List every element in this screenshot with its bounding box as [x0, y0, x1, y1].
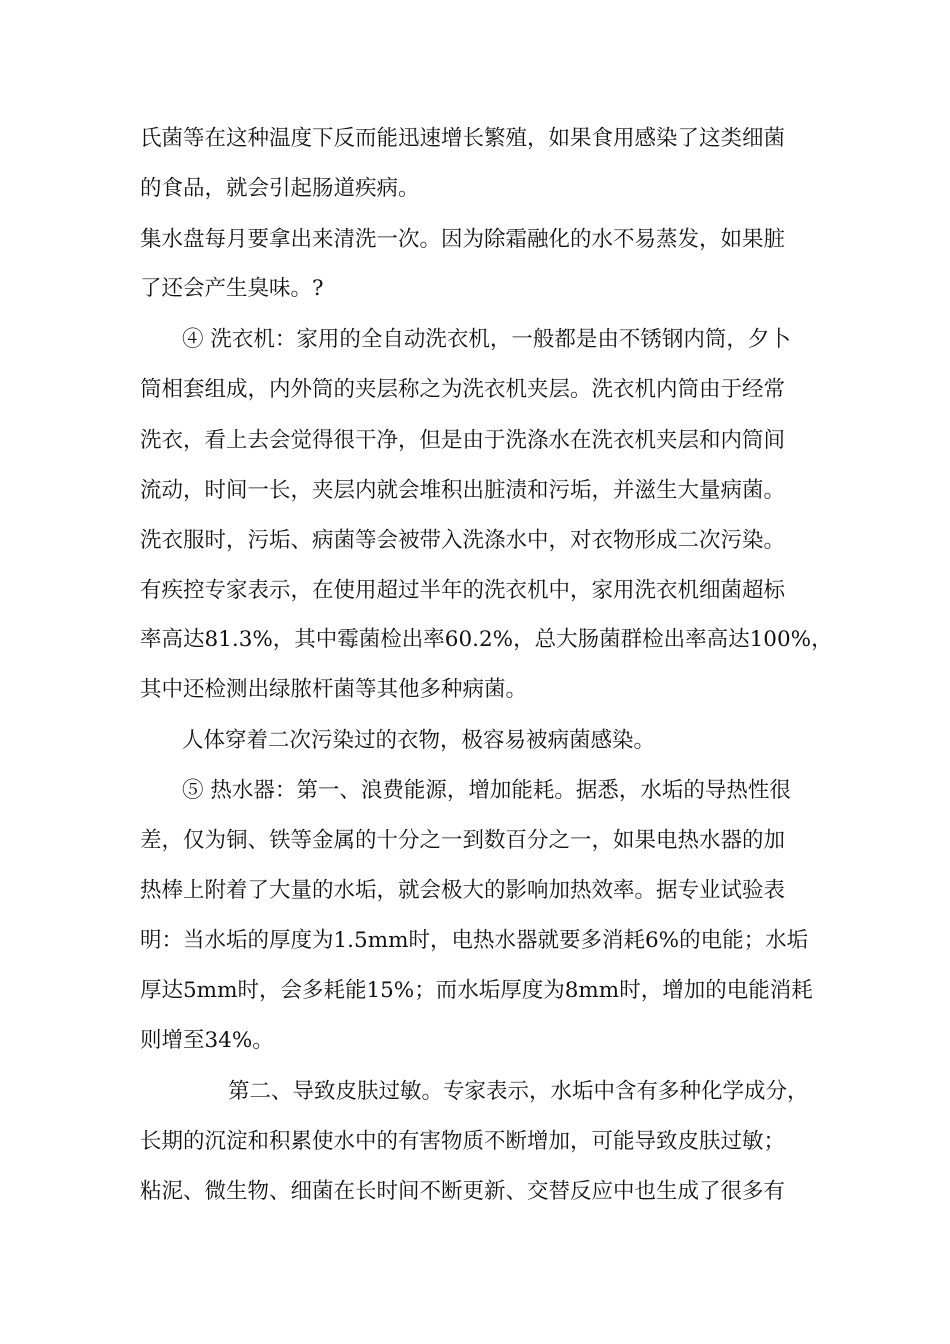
text-line: 粘泥、微生物、细菌在长时间不断更新、交替反应中也生成了很多有	[140, 1179, 786, 1204]
text-line: 则增至34%。	[140, 1028, 274, 1053]
text-line: 的食品，就会引起肠道疾病。	[140, 176, 420, 201]
text-line: 洗衣，看上去会觉得很干净，但是由于洗涤水在洗衣机夹层和内筒间	[140, 428, 786, 453]
text-line: 集水盘每月要拿出来清洗一次。因为除霜融化的水不易蒸发，如果脏	[140, 227, 786, 252]
text-line: 厚达5mm时，会多耗能15%；而水垢厚度为8mm时，增加的电能消耗	[140, 978, 813, 1003]
text-line: 人体穿着二次污染过的衣物，极容易被病菌感染。	[182, 728, 656, 753]
text-line: 筒相套组成，内外筒的夹层称之为洗衣机夹层。洗衣机内筒由于经常	[140, 377, 786, 402]
text-line: 氏菌等在这种温度下反而能迅速增长繁殖，如果食用感染了这类细菌	[140, 126, 786, 151]
text-line: 其中还检测出绿脓杆菌等其他多种病菌。	[140, 677, 528, 702]
text-line: 率高达81.3%，其中霉菌检出率60.2%，总大肠菌群检出率高达100%，	[140, 627, 833, 652]
text-line: 明：当水垢的厚度为1.5mm时，电热水器就要多消耗6%的电能；水垢	[140, 928, 809, 953]
text-line: 了还会产生臭味。?	[140, 276, 324, 301]
text-line: ④ 洗衣机：家用的全自动洗衣机，一般都是由不锈钢内筒，夕卜	[182, 327, 791, 352]
text-line: 差，仅为铜、铁等金属的十分之一到数百分之一，如果电热水器的加	[140, 828, 786, 853]
text-line: ⑤ 热水器：第一、浪费能源，增加能耗。据悉，水垢的导热性很	[182, 778, 791, 803]
text-line: 流动，时间一长，夹层内就会堆积出脏渍和污垢，并滋生大量病菌。	[140, 478, 786, 503]
text-line: 第二、导致皮肤过敏。专家表示，水垢中含有多种化学成分，	[228, 1079, 809, 1104]
text-line: 长期的沉淀和积累使水中的有害物质不断增加，可能导致皮肤过敏；	[140, 1129, 786, 1154]
text-line: 有疾控专家表示，在使用超过半年的洗衣机中，家用洗衣机细菌超标	[140, 578, 786, 603]
text-line: 热棒上附着了大量的水垢，就会极大的影响加热效率。据专业试验表	[140, 878, 786, 903]
text-line: 洗衣服时，污垢、病菌等会被带入洗涤水中，对衣物形成二次污染。	[140, 528, 786, 553]
